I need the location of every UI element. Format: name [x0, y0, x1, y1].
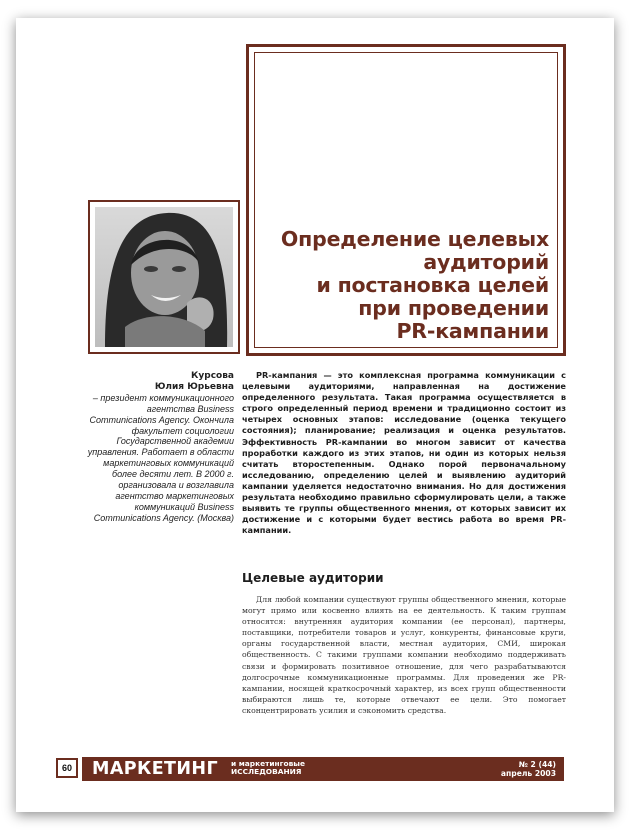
issue-date: апрель 2003 [500, 769, 556, 778]
title-frame [246, 44, 566, 356]
title-line: и постановка целей [316, 273, 549, 297]
magazine-subtitle-line: ИССЛЕДОВАНИЯ [231, 767, 302, 777]
issue-number: № 2 (44) [518, 760, 556, 769]
article-title [259, 228, 549, 343]
author-surname: Курсова [191, 371, 234, 381]
issue-info [501, 760, 556, 778]
page-footer [56, 757, 576, 781]
author-given-name: Юлия Юрьевна [154, 381, 234, 392]
author-photo [95, 207, 233, 347]
title-line: аудиторий [423, 250, 549, 274]
magazine-page [16, 18, 614, 812]
title-line: PR-кампании [396, 319, 549, 343]
title-line: Определение целевых [280, 227, 549, 251]
magazine-subtitle-line: и маркетинговые [231, 759, 305, 768]
lead-paragraph: PR-кампания — это комплексная программа коммуникации с целевыми аудиториями, направленная на достижение определенного результата. Такая программа осуществляется в строго определенный период времени и традиционно состоит из четырех основных этапов: исследование (оценка текущего состояния); планирование; реализация и оценка результатов. Эффективность PR-кампании во многом зависит от качества проработки каждого из этих этапов, ни один из которых нельзя считать второстепенным. Однако порой первоначальному исследованию, определению целей и выявлению аудиторий кампании уделяется недостаточно внимания. Но для достижения результата необходимо правильно сформулировать цели, а также выявить те группы общественного мнения, от которых зависит их достижение и с которыми будет вестись работа во время PR-кампании. [242, 370, 566, 536]
section-heading: Целевые аудитории [242, 571, 384, 585]
magazine-subtitle [231, 760, 305, 777]
author-info [84, 371, 234, 524]
magazine-name: МАРКЕТИНГ [92, 759, 219, 779]
title-line: при проведении [358, 296, 549, 320]
author-bio: – президент коммуникационного агентства Business Communications Agency. Окончила факультет социологии Государственной академии управления. Работает в области маркетинговых коммуникаций более десяти лет. В 2000 г. организовала и возглавила агентство маркетинговых коммуникаций Business Communications Agency. (Москва) [87, 392, 234, 523]
magazine-banner [82, 757, 564, 781]
author-photo-frame [88, 200, 240, 354]
body-paragraph: Для любой компании существуют группы общественного мнения, которые могут прямо или косвенно влиять на ее деятельность. К таким группам относятся: внутренняя аудитория компании (ее персонал), партнеры, поставщики, потребители товаров и услуг, конкуренты, финансовые круги, органы государственной власти, местная аудитория, СМИ, широкая общественность. С такими группами компании необходимо поддерживать связи и формировать позитивное отношение, для чего разрабатываются долгосрочные коммуникационные программы. Для проведения же PR-кампании, носящей краткосрочный характер, из всех групп общественности выбираются лишь те, которые отвечают ее цели. Это помогает сконцентрировать усилия и сэкономить средства. [242, 595, 566, 715]
page-number: 60 [56, 758, 78, 778]
